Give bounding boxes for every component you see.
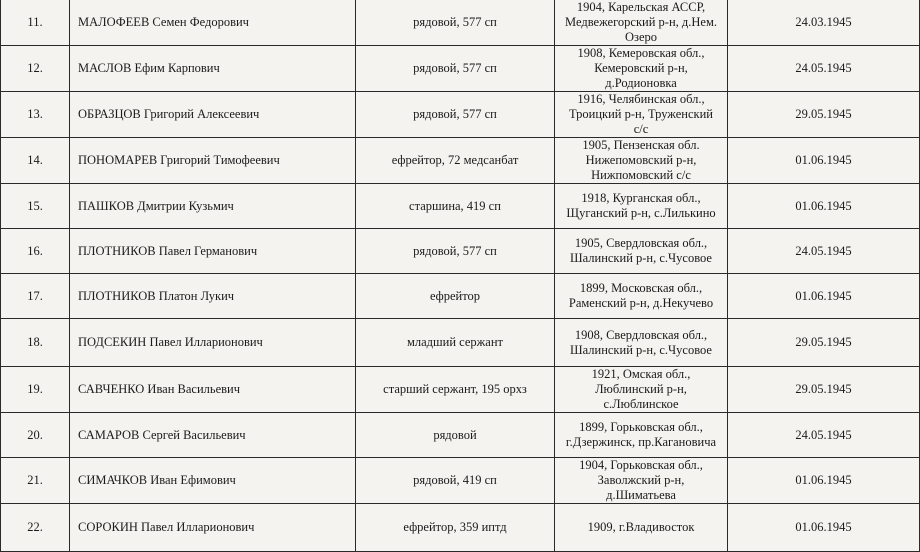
- row-number: 15.: [1, 184, 70, 229]
- birth-info: 1904, Горьковская обл., Заволжский р-н, д.Шиматьева: [555, 458, 728, 504]
- row-number: 22.: [1, 504, 70, 552]
- birth-info: 1904, Карельская АССР, Медвежегорский р-н, д.Нем. Озеро: [555, 0, 728, 46]
- person-name: ПАШКОВ Дмитрии Кузьмич: [70, 184, 356, 229]
- birth-info: 1908, Кемеровская обл., Кемеровский р-н, д.Родионовка: [555, 46, 728, 92]
- death-date: 01.06.1945: [728, 458, 920, 504]
- death-date: 29.05.1945: [728, 367, 920, 413]
- rank-unit: младший сержант: [356, 319, 555, 367]
- birth-info: 1916, Челябинская обл., Троицкий р-н, Труженский с/с: [555, 92, 728, 138]
- person-name: ПЛОТНИКОВ Павел Германович: [70, 229, 356, 274]
- death-date: 01.06.1945: [728, 138, 920, 184]
- row-number: 20.: [1, 413, 70, 458]
- rank-unit: ефрейтор, 72 медсанбат: [356, 138, 555, 184]
- person-name: МАСЛОВ Ефим Карпович: [70, 46, 356, 92]
- person-name: СИМАЧКОВ Иван Ефимович: [70, 458, 356, 504]
- birth-info: 1921, Омская обл., Люблинский р-н, с.Люблинское: [555, 367, 728, 413]
- table-row: [1, 504, 920, 552]
- table-row: [1, 413, 920, 458]
- death-date: 01.06.1945: [728, 184, 920, 229]
- rank-unit: рядовой, 577 сп: [356, 0, 555, 46]
- rank-unit: рядовой, 577 сп: [356, 46, 555, 92]
- birth-info: 1909, г.Владивосток: [555, 504, 728, 552]
- person-name: САВЧЕНКО Иван Васильевич: [70, 367, 356, 413]
- table-row: [1, 367, 920, 413]
- rank-unit: рядовой: [356, 413, 555, 458]
- birth-info: 1905, Свердловская обл., Шалинский р-н, с.Чусовое: [555, 229, 728, 274]
- table-row: [1, 319, 920, 367]
- person-name: ОБРАЗЦОВ Григорий Алексеевич: [70, 92, 356, 138]
- death-date: 01.06.1945: [728, 274, 920, 319]
- person-name: ПОДСЕКИН Павел Илларионович: [70, 319, 356, 367]
- person-name: ПЛОТНИКОВ Платон Лукич: [70, 274, 356, 319]
- death-date: 24.05.1945: [728, 413, 920, 458]
- rank-unit: рядовой, 577 сп: [356, 92, 555, 138]
- row-number: 19.: [1, 367, 70, 413]
- death-date: 24.05.1945: [728, 229, 920, 274]
- birth-info: 1908, Свердловская обл., Шалинский р-н, с.Чусовое: [555, 319, 728, 367]
- row-number: 16.: [1, 229, 70, 274]
- row-number: 18.: [1, 319, 70, 367]
- row-number: 12.: [1, 46, 70, 92]
- table-row: [1, 184, 920, 229]
- rank-unit: рядовой, 577 сп: [356, 229, 555, 274]
- row-number: 11.: [1, 0, 70, 46]
- person-name: ПОНОМАРЕВ Григорий Тимофеевич: [70, 138, 356, 184]
- table-row: [1, 138, 920, 184]
- rank-unit: старший сержант, 195 орхз: [356, 367, 555, 413]
- table-row: [1, 46, 920, 92]
- birth-info: 1905, Пензенская обл. Нижепомовский р-н, Нижпомовский с/с: [555, 138, 728, 184]
- row-number: 17.: [1, 274, 70, 319]
- rank-unit: рядовой, 419 сп: [356, 458, 555, 504]
- rank-unit: старшина, 419 сп: [356, 184, 555, 229]
- death-date: 24.05.1945: [728, 46, 920, 92]
- row-number: 13.: [1, 92, 70, 138]
- row-number: 21.: [1, 458, 70, 504]
- table-row: [1, 92, 920, 138]
- table-row: [1, 0, 920, 46]
- table-row: [1, 274, 920, 319]
- death-date: 29.05.1945: [728, 92, 920, 138]
- death-date: 29.05.1945: [728, 319, 920, 367]
- person-name: СОРОКИН Павел Илларионович: [70, 504, 356, 552]
- row-number: 14.: [1, 138, 70, 184]
- person-name: МАЛОФЕЕВ Семен Федорович: [70, 0, 356, 46]
- birth-info: 1899, Московская обл., Раменский р-н, д.Некучево: [555, 274, 728, 319]
- birth-info: 1899, Горьковская обл., г.Дзержинск, пр.Кагановича: [555, 413, 728, 458]
- rank-unit: ефрейтор: [356, 274, 555, 319]
- death-date: 24.03.1945: [728, 0, 920, 46]
- rank-unit: ефрейтор, 359 иптд: [356, 504, 555, 552]
- birth-info: 1918, Курганская обл., Щуганский р-н, с.Лилькино: [555, 184, 728, 229]
- table-row: [1, 458, 920, 504]
- table-row: [1, 229, 920, 274]
- person-name: САМАРОВ Сергей Васильевич: [70, 413, 356, 458]
- death-date: 01.06.1945: [728, 504, 920, 552]
